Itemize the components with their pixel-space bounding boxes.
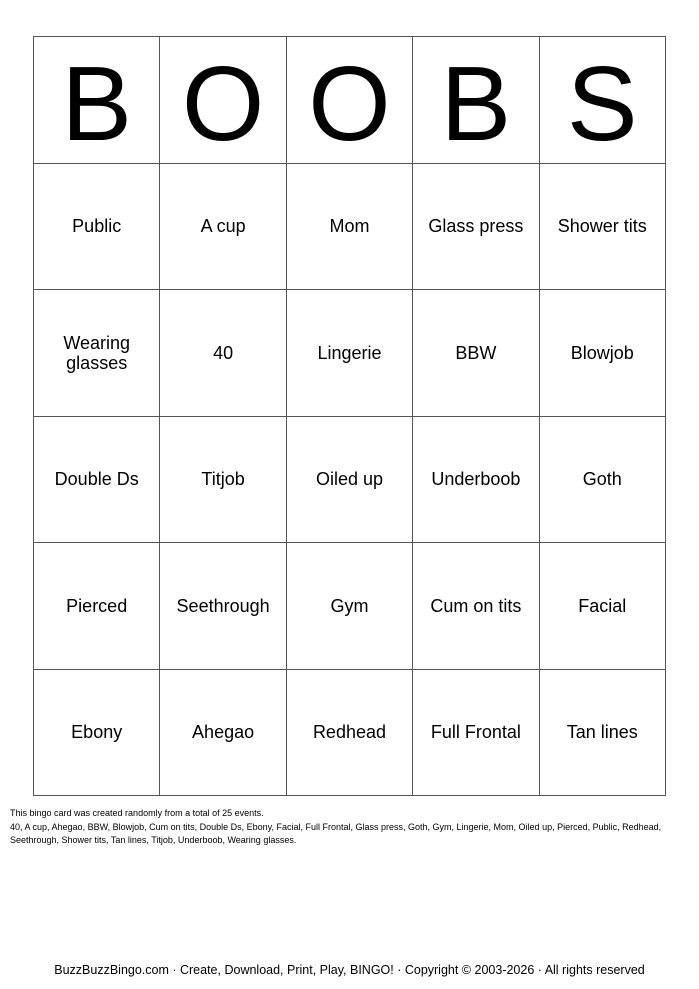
bingo-cell: BBW <box>413 290 539 417</box>
bingo-cell: Underboob <box>413 416 539 543</box>
bingo-cell: Cum on tits <box>413 543 539 670</box>
bingo-cell: Pierced <box>34 543 160 670</box>
bingo-row <box>34 163 666 290</box>
bingo-cell: Lingerie <box>286 290 412 417</box>
bingo-cell: Gym <box>286 543 412 670</box>
bingo-row <box>34 669 666 796</box>
bingo-card <box>33 36 666 796</box>
header-letter: O <box>286 37 412 164</box>
note-event-list: 40, A cup, Ahegao, BBW, Blowjob, Cum on tits, Double Ds, Ebony, Facial, Full Frontal, Glass press, Goth, Gym, Lingerie, Mom, Oiled up, Pierced, Public, Redhead, Seethrough, Shower tits, Tan lines, Titjob, Underboob, Wearing glasses. <box>10 821 662 845</box>
bingo-cell: Seethrough <box>160 543 286 670</box>
note-summary: This bingo card was created randomly from a total of 25 events. <box>10 808 264 818</box>
bingo-row <box>34 543 666 670</box>
header-letter: O <box>160 37 286 164</box>
bingo-cell: Blowjob <box>539 290 665 417</box>
bingo-cell: Glass press <box>413 163 539 290</box>
bingo-row <box>34 290 666 417</box>
bingo-cell: Facial <box>539 543 665 670</box>
bingo-row <box>34 416 666 543</box>
bingo-cell: A cup <box>160 163 286 290</box>
header-row <box>34 37 666 164</box>
card-note <box>10 807 680 848</box>
header-letter: S <box>539 37 665 164</box>
bingo-cell: Double Ds <box>34 416 160 543</box>
bingo-cell: Titjob <box>160 416 286 543</box>
bingo-cell: Redhead <box>286 669 412 796</box>
footer-copyright: BuzzBuzzBingo.com · Create, Download, Print, Play, BINGO! · Copyright © 2003-2026 · All rights reserved <box>54 963 645 977</box>
header-letter: B <box>413 37 539 164</box>
bingo-cell: Full Frontal <box>413 669 539 796</box>
bingo-cell: Wearing glasses <box>34 290 160 417</box>
bingo-cell: Ahegao <box>160 669 286 796</box>
header-letter: B <box>34 37 160 164</box>
bingo-cell: Public <box>34 163 160 290</box>
bingo-cell: Ebony <box>34 669 160 796</box>
bingo-cell: 40 <box>160 290 286 417</box>
bingo-cell: Goth <box>539 416 665 543</box>
bingo-cell: Mom <box>286 163 412 290</box>
bingo-cell: Tan lines <box>539 669 665 796</box>
bingo-cell: Oiled up <box>286 416 412 543</box>
bingo-cell: Shower tits <box>539 163 665 290</box>
